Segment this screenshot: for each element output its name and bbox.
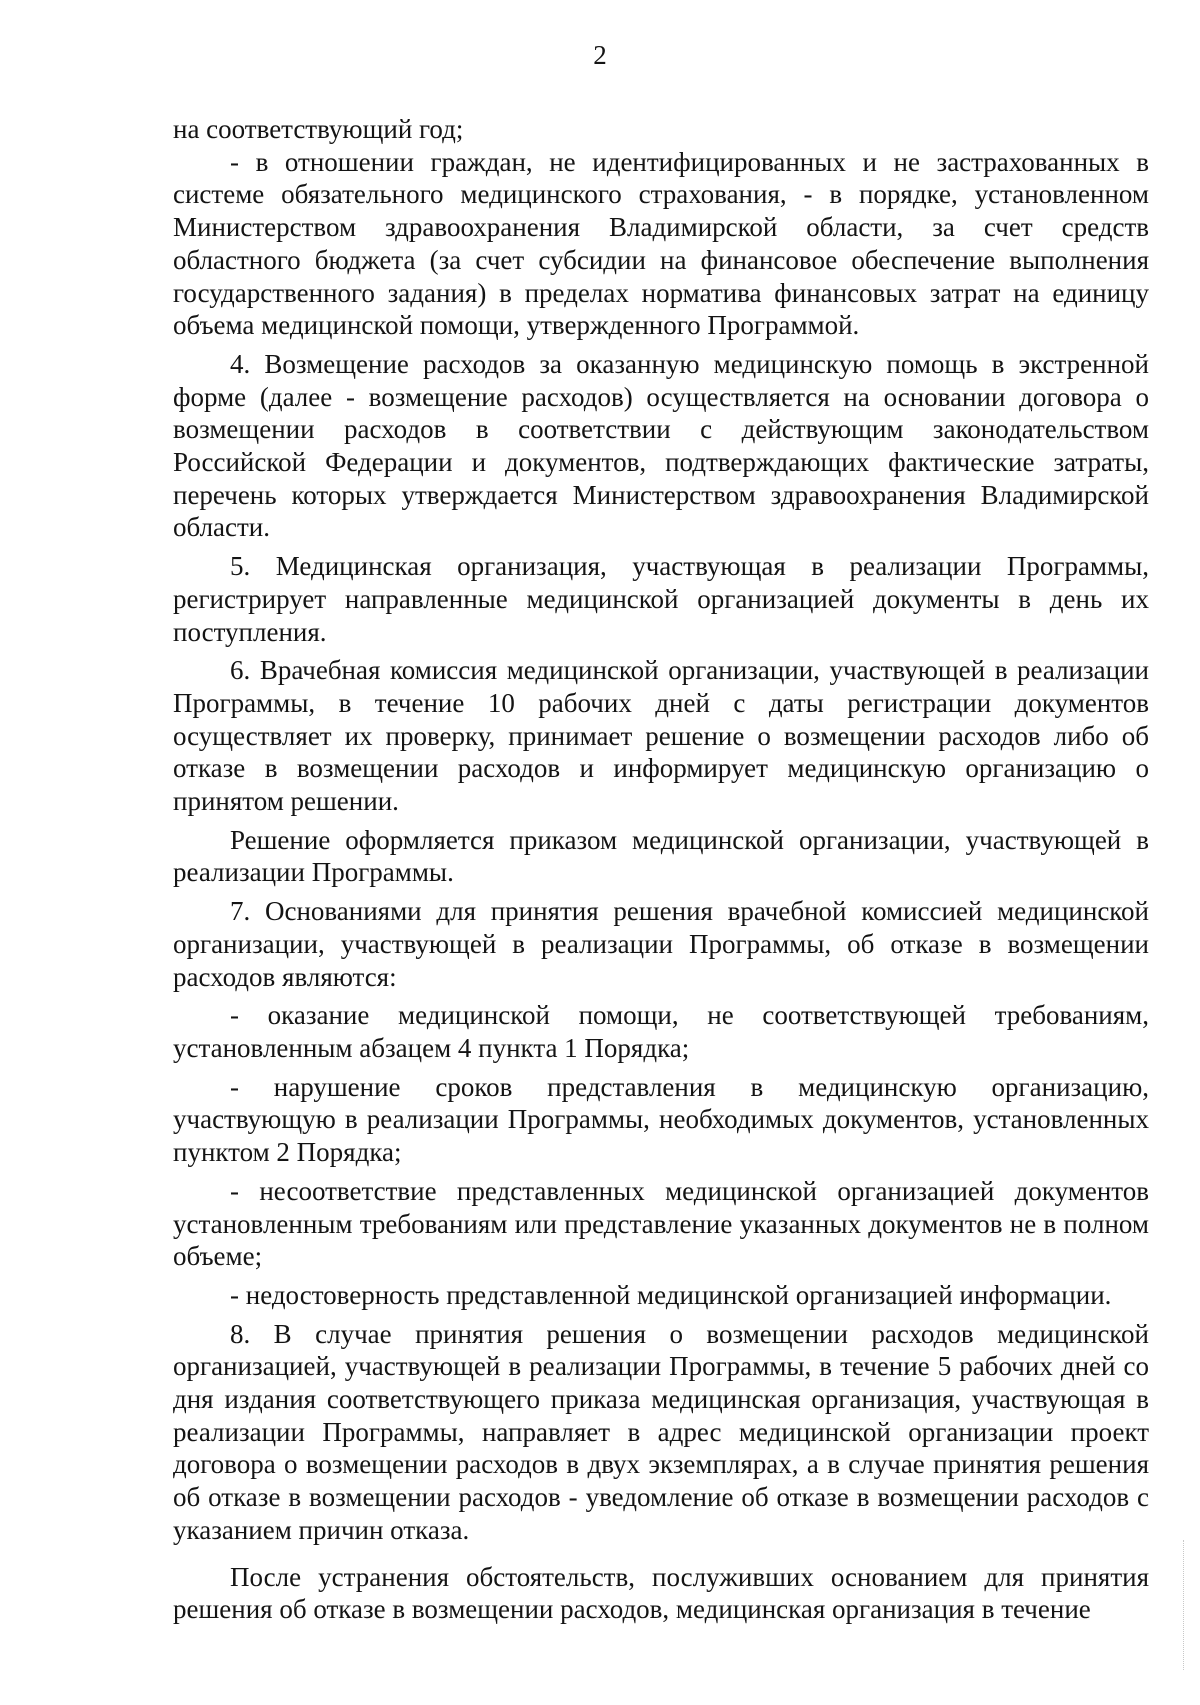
list-item: - нарушение сроков представления в медицинскую организацию, участвующую в реализации Программы, необходимых документов, установленных пунктом 2 Порядка;: [173, 1071, 1149, 1168]
paragraph: Решение оформляется приказом медицинской организации, участвующей в реализации Программы.: [173, 824, 1149, 888]
document-body: [173, 113, 1149, 1626]
paragraph: 7. Основаниями для принятия решения врачебной комиссией медицинской организации, участвующей в реализации Программы, об отказе в возмещении расходов являются:: [173, 896, 1149, 992]
paragraph: 4. Возмещение расходов за оказанную медицинскую помощь в экстренной форме (далее - возмещение расходов) осуществляется на основании договора о возмещении расходов в соответствии с действующим законодательством Российской Федерации и документов, подтверждающих фактические затраты, перечень которых утверждается Министерством здравоохранения Владимирской области.: [173, 348, 1149, 543]
paragraph: 8. В случае принятия решения о возмещении расходов медицинской организацией, участвующей в реализации Программы, в течение 5 рабочих дней со дня издания соответствующего приказа медицинская организация, участвующая в реализации Программы, направляет в адрес медицинской организации проект договора о возмещении расходов в двух экземплярах, а в случае принятия решения об отказе в возмещении расходов - уведомление об отказе в возмещении расходов с указанием причин отказа.: [173, 1318, 1149, 1545]
list-item: - оказание медицинской помощи, не соответствующей требованиям, установленным абзацем 4 пункта 1 Порядка;: [173, 1000, 1149, 1063]
page-number: 2: [593, 40, 607, 70]
paragraph: 5. Медицинская организация, участвующая в реализации Программы, регистрирует направленные медицинской организацией документы в день их поступления.: [173, 551, 1149, 647]
paragraph: - в отношении граждан, не идентифицированных и не застрахованных в системе обязательного медицинского страхования, - в порядке, установленном Министерством здравоохранения Владимирской области, за счет средств областного бюджета (за счет субсидии на финансовое обеспечение выполнения государственного задания) в пределах норматива финансовых затрат на единицу объема медицинской помощи, утвержденного Программой.: [173, 146, 1149, 341]
list-item: - несоответствие представленных медицинской организацией документов установленным требованиям или представление указанных документов не в полном объеме;: [173, 1175, 1149, 1272]
paragraph: После устранения обстоятельств, послуживших основанием для принятия решения об отказе в возмещении расходов, медицинская организация в течение: [173, 1561, 1149, 1625]
scan-edge-mark: [1183, 1540, 1185, 1670]
list-item: - недостоверность представленной медицинской организацией информации.: [230, 1279, 1112, 1310]
paragraph: на соответствующий год;: [173, 114, 464, 144]
paragraph: 6. Врачебная комиссия медицинской организации, участвующей в реализации Программы, в течение 10 рабочих дней с даты регистрации документов осуществляет их проверку, принимает решение о возмещении расходов либо об отказе в возмещении расходов и информирует медицинскую организацию о принятом решении.: [173, 655, 1149, 817]
